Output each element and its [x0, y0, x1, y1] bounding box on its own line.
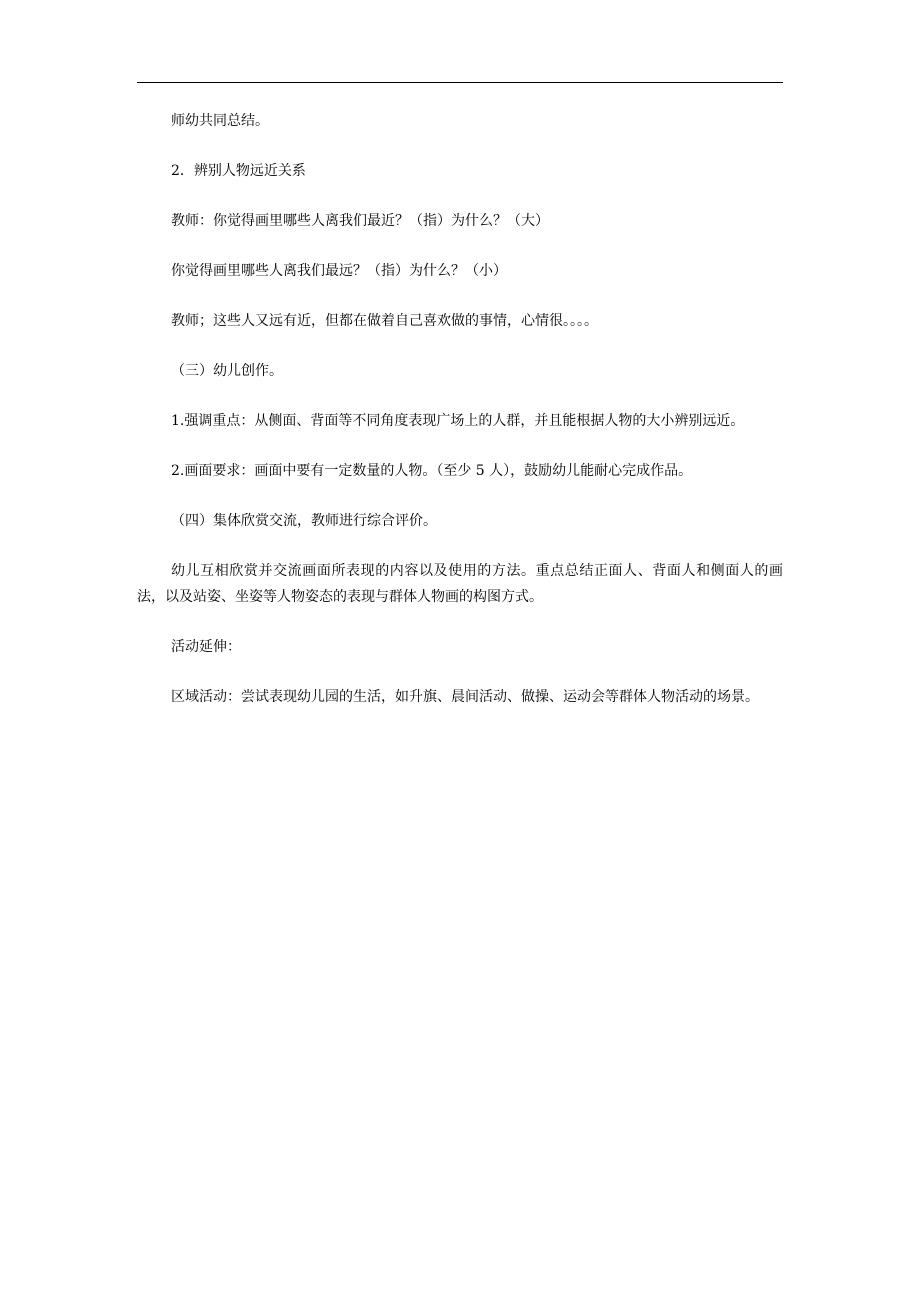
paragraph-question-far: 你觉得画里哪些人离我们最远？（指）为什么？（小） — [171, 263, 507, 279]
section-heading-appreciation: （四）集体欣赏交流，教师进行综合评价。 — [171, 513, 437, 529]
header-rule — [137, 82, 783, 83]
paragraph-key-points: 1.强调重点：从侧面、背面等不同角度表现广场上的人群，并且能根据人物的大小辨别远近。 — [171, 413, 745, 429]
section-heading-creation: （三）幼儿创作。 — [171, 363, 283, 379]
section-heading-extension: 活动延伸： — [171, 639, 241, 655]
paragraph-teacher-remark: 教师；这些人又远有近，但都在做着自己喜欢做的事情，心情很。。。。 — [171, 313, 598, 329]
document-body — [137, 108, 783, 710]
paragraph-picture-requirements: 2.画面要求：画面中要有一定数量的人物。（至少 5 人），鼓励幼儿能耐心完成作品。 — [171, 463, 693, 479]
section-heading-distance: 2．辨别人物远近关系 — [171, 163, 306, 179]
paragraph-summary: 师幼共同总结。 — [171, 113, 269, 129]
paragraph-teacher-question-near: 教师：你觉得画里哪些人离我们最近？（指）为什么？（大） — [171, 213, 549, 229]
paragraph-appreciation-details: 幼儿互相欣赏并交流画面所表现的内容以及使用的方法。重点总结正面人、背面人和侧面人的画法，以及站姿、坐姿等人物姿态的表现与群体人物画的构图方式。 — [137, 563, 783, 605]
paragraph-area-activity: 区域活动：尝试表现幼儿园的生活，如升旗、晨间活动、做操、运动会等群体人物活动的场景。 — [171, 689, 759, 705]
